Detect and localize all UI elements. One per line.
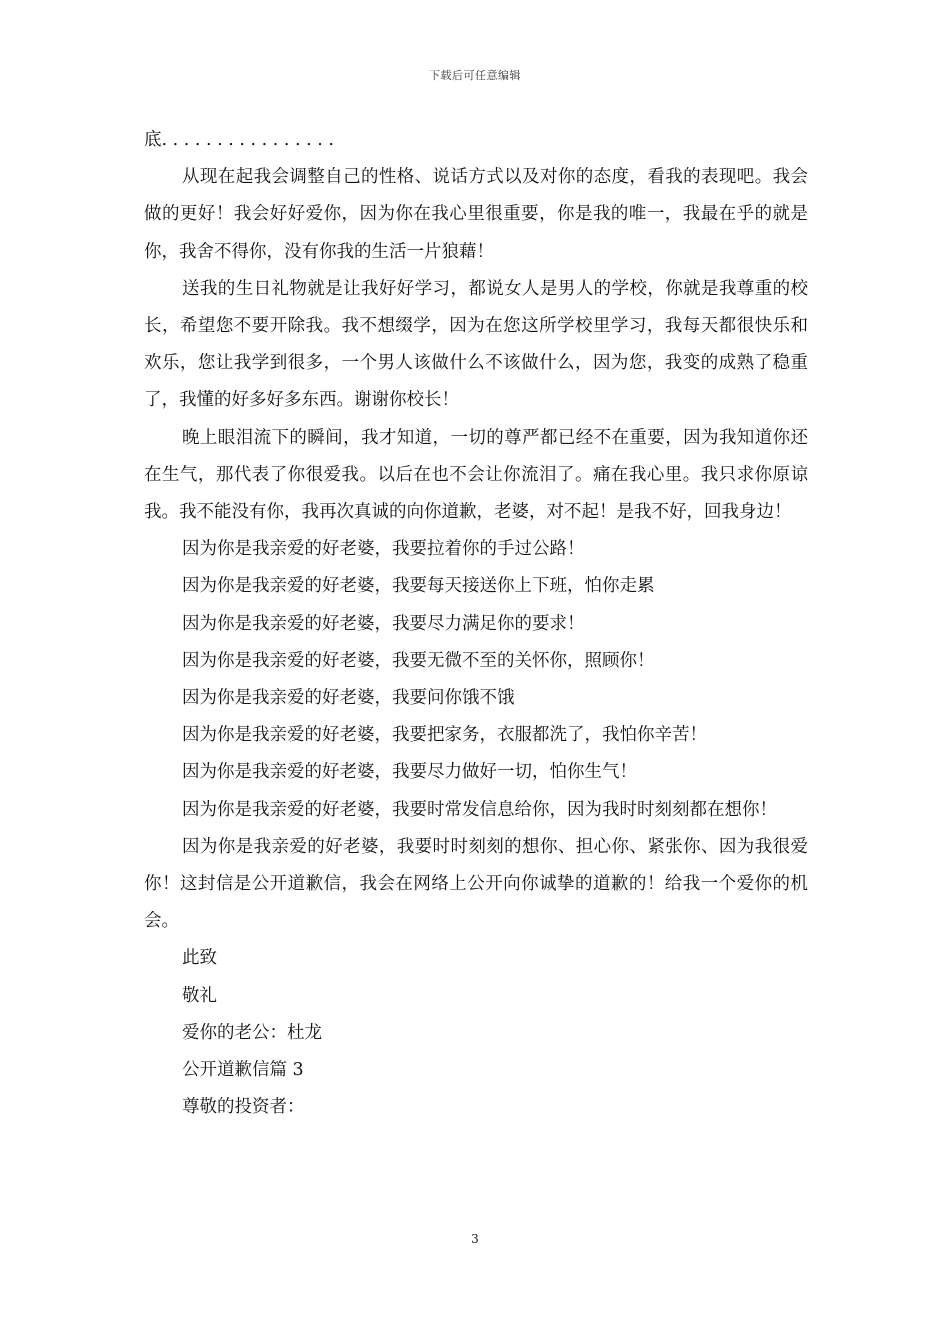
paragraph: 因为你是我亲爱的好老婆，我要时时刻刻的想你、担心你、紧张你、因为我很爱你！这封信是公开道歉信，我会在网络上公开向你诚挚的道歉的！给我一个爱你的机会。 [144,836,808,932]
paragraph: 底. . . . . . . . . . . . . . . . [144,130,334,150]
paragraph: 晚上眼泪流下的瞬间，我才知道，一切的尊严都已经不在重要，因为我知道你还在生气，那代表了你很爱我。以后在也不会让你流泪了。痛在我心里。我只求你原谅我。我不能没有你，我再次真诚的向你道歉，老婆，对不起！是我不好，回我身边！ [144,427,808,523]
paragraph: 因为你是我亲爱的好老婆，我要时常发信息给你，因为我时时刻刻都在想你！ [182,799,777,820]
page-number: 3 [471,1232,479,1246]
paragraph: 因为你是我亲爱的好老婆，我要问你饿不饿 [182,688,515,709]
section-heading: 公开道歉信篇 3 [182,1060,304,1081]
paragraph: 因为你是我亲爱的好老婆，我要尽力满足你的要求！ [182,613,585,634]
paragraph: 因为你是我亲爱的好老婆，我要无微不至的关怀你，照顾你！ [182,650,655,671]
paragraph: 送我的生日礼物就是让我好好学习，都说女人是男人的学校，你就是我尊重的校长，希望您不要开除我。我不想缀学，因为在您这所学校里学习，我每天都很快乐和欢乐，您让我学到很多，一个男人该做什么不该做什么，因为您，我变的成熟了稳重了，我懂的好多好多东西。谢谢你校长！ [144,278,808,411]
paragraph: 因为你是我亲爱的好老婆，我要拉着你的手过公路！ [182,539,585,560]
salutation: 尊敬的投资者： [182,1097,305,1118]
closing-line: 此致 [182,948,217,969]
signature-line: 爱你的老公：杜龙 [182,1022,322,1043]
paragraph: 因为你是我亲爱的好老婆，我要把家务，衣服都洗了，我怕你辛苦！ [182,725,707,746]
paragraph: 从现在起我会调整自己的性格、说话方式以及对你的态度，看我的表现吧。我会做的更好！我会好好爱你，因为你在我心里很重要，你是我的唯一，我最在乎的就是你，我舍不得你，没有你我的生活一片狼藉！ [144,167,808,262]
closing-line: 敬礼 [182,985,217,1006]
document-body [144,122,808,1126]
paragraph: 因为你是我亲爱的好老婆，我要每天接送你上下班，怕你走累 [182,576,655,597]
page-header: 下载后可任意编辑 [429,69,521,82]
paragraph: 因为你是我亲爱的好老婆，我要尽力做好一切，怕你生气！ [182,762,637,783]
